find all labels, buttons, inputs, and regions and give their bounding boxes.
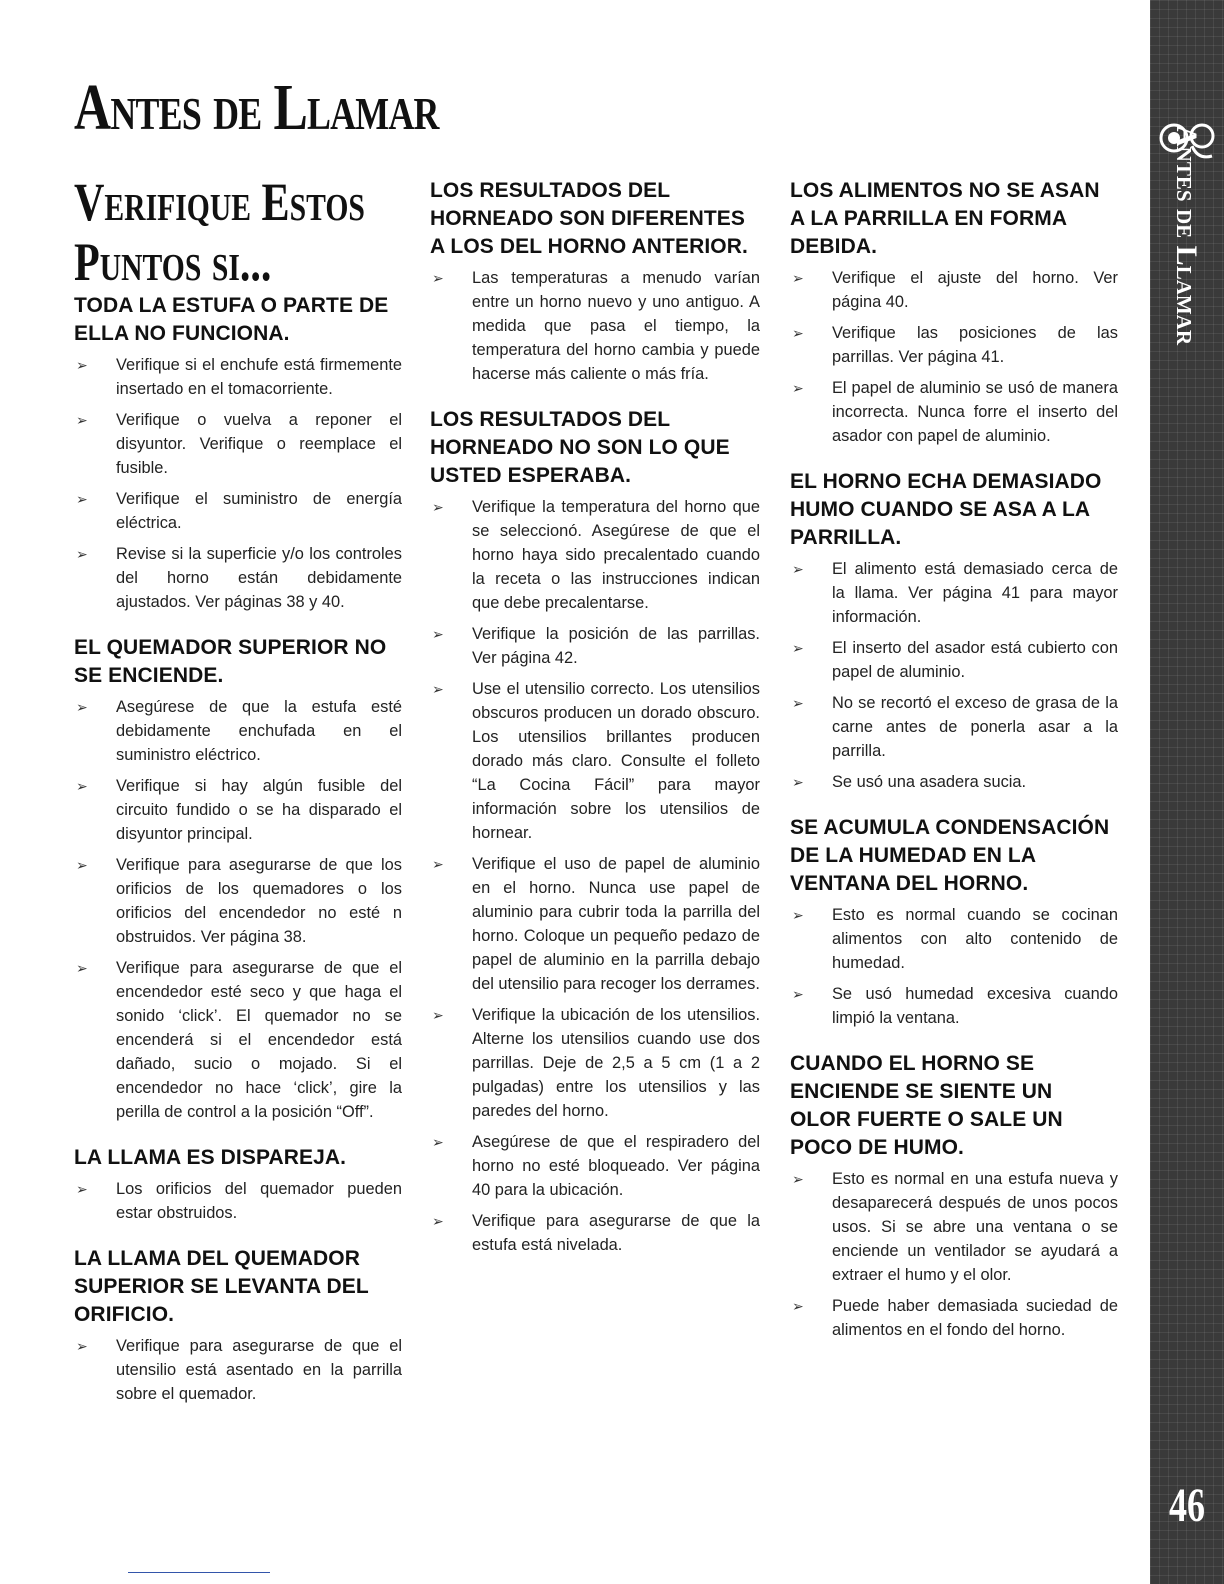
list-item-text: Las temperaturas a menudo varían entre un horno nuevo y uno antiguo. A medida que pasa el tiempo, la temperatura del horno cambia y puede hacerse más caliente o más fría. — [472, 269, 760, 383]
section-title-line: Puntos si... — [74, 232, 272, 292]
arrow-bullet-icon: ➢ — [76, 699, 88, 715]
list-item — [74, 853, 402, 949]
list-item-text: Se usó una asadera sucia. — [832, 773, 1027, 791]
list-item — [790, 266, 1118, 314]
arrow-bullet-icon: ➢ — [76, 412, 88, 428]
arrow-bullet-icon: ➢ — [432, 1134, 444, 1150]
list-item — [74, 353, 402, 401]
list-item-text: Se usó humedad excesiva cuando limpió la ventana. — [832, 985, 1118, 1027]
bullet-list — [74, 1177, 402, 1225]
arrow-bullet-icon: ➢ — [432, 626, 444, 642]
list-item-text: Revise si la superficie y/o los controles del horno están debidamente ajustados. Ver páginas 38 y 40. — [116, 545, 402, 611]
list-item-text: Verifique la ubicación de los utensilios. Alterne los utensilios cuando use dos parrillas. Deje de 2,5 a 5 cm (1 a 2 pulgadas) entre los utensilios y las paredes del horno. — [472, 1006, 760, 1120]
list-item-text: Esto es normal en una estufa nueva y desaparecerá después de unos pocos usos. Si se abre una ventana o se enciende un ventilador se ayudará a extraer el humo y el olor. — [832, 1170, 1118, 1284]
bullet-list — [790, 557, 1118, 794]
list-item — [430, 622, 760, 670]
list-item — [430, 1130, 760, 1202]
arrow-bullet-icon: ➢ — [76, 491, 88, 507]
section-heading: SE ACUMULA CONDENSACIÓN DE LA HUMEDAD EN LA VENTANA DEL HORNO. — [790, 816, 1110, 895]
section-heading: LOS ALIMENTOS NO SE ASAN A LA PARRILLA EN FORMA DEBIDA. — [790, 179, 1100, 258]
troubleshoot-section — [790, 468, 1118, 794]
side-tab-label — [1154, 124, 1218, 346]
arrow-bullet-icon: ➢ — [792, 774, 804, 790]
list-item-text: Los orificios del quemador pueden estar obstruidos. — [116, 1180, 402, 1222]
list-item-text: Verifique si el enchufe está firmemente insertado en el tomacorriente. — [116, 356, 402, 398]
list-item — [790, 636, 1118, 684]
list-item — [74, 1177, 402, 1225]
list-item-text: Verifique la posición de las parrillas. Ver página 42. — [472, 625, 760, 667]
page-number: 46 — [1169, 1479, 1205, 1532]
list-item — [430, 495, 760, 615]
troubleshoot-section — [790, 177, 1118, 448]
list-item — [74, 542, 402, 614]
arrow-bullet-icon: ➢ — [432, 270, 444, 286]
list-item — [790, 557, 1118, 629]
arrow-bullet-icon: ➢ — [792, 380, 804, 396]
bullet-list — [790, 1167, 1118, 1342]
list-item-text: No se recortó el exceso de grasa de la carne antes de ponerla asar a la parrilla. — [832, 694, 1118, 760]
troubleshoot-section — [74, 1245, 402, 1406]
side-tab-label-text: Antes de Llamar — [1170, 124, 1203, 346]
bullet-list — [790, 903, 1118, 1030]
list-item — [430, 852, 760, 996]
list-item-text: Use el utensilio correcto. Los utensilios obscuros producen un dorado obscuro. Los utensilios brillantes producen dorado más claro. Consulte el folleto “La Cocina Fácil” para mayor información sobre los utensilios de hornear. — [472, 680, 760, 842]
list-item-text: Puede haber demasiada suciedad de alimentos en el fondo del horno. — [832, 1297, 1118, 1339]
troubleshoot-section — [430, 406, 760, 1257]
list-item-text: Asegúrese de que el respiradero del horno no esté bloqueado. Ver página 40 para la ubicación. — [472, 1133, 760, 1199]
arrow-bullet-icon: ➢ — [792, 325, 804, 341]
bullet-list — [74, 1334, 402, 1406]
section-title — [74, 172, 365, 292]
troubleshoot-section — [790, 1050, 1118, 1342]
list-item-text: Verifique para asegurarse de que el encendedor esté seco y que haga el sonido ‘click’. El quemador no se encenderá si el encendedor está dañado, sucio o mojado. Si el encendedor no hace ‘click’, gire la perilla de control a la posición “Off”. — [116, 959, 402, 1121]
list-item-text: Asegúrese de que la estufa esté debidamente enchufada en el suministro eléctrico. — [116, 698, 402, 764]
bullet-list — [430, 266, 760, 386]
list-item-text: Verifique el suministro de energía eléctrica. — [116, 490, 402, 532]
list-item-text: Verifique para asegurarse de que los orificios de los quemadores o los orificios del encendedor no esté n obstruidos. Ver página 38. — [116, 856, 402, 946]
list-item-text: Verifique la temperatura del horno que se seleccionó. Asegúrese de que el horno haya sido precalentado cuando la receta o las instrucciones indican que debe precalentarse. — [472, 498, 760, 612]
arrow-bullet-icon: ➢ — [792, 561, 804, 577]
list-item — [74, 774, 402, 846]
arrow-bullet-icon: ➢ — [76, 546, 88, 562]
bullet-list — [74, 353, 402, 614]
arrow-bullet-icon: ➢ — [76, 1181, 88, 1197]
arrow-bullet-icon: ➢ — [792, 695, 804, 711]
arrow-bullet-icon: ➢ — [432, 1007, 444, 1023]
arrow-bullet-icon: ➢ — [432, 499, 444, 515]
troubleshoot-section — [790, 814, 1118, 1030]
list-item — [74, 956, 402, 1124]
list-item — [790, 691, 1118, 763]
troubleshoot-section — [74, 1144, 402, 1225]
arrow-bullet-icon: ➢ — [76, 1338, 88, 1354]
bullet-list — [790, 266, 1118, 448]
list-item-text: Verifique para asegurarse de que el utensilio está asentado en la parrilla sobre el quemador. — [116, 1337, 402, 1403]
bullet-list — [430, 495, 760, 1257]
arrow-bullet-icon: ➢ — [792, 907, 804, 923]
section-heading: TODA LA ESTUFA O PARTE DE ELLA NO FUNCIONA. — [74, 294, 389, 345]
list-item — [790, 1167, 1118, 1287]
list-item — [430, 677, 760, 845]
arrow-bullet-icon: ➢ — [76, 778, 88, 794]
list-item — [790, 982, 1118, 1030]
arrow-bullet-icon: ➢ — [792, 640, 804, 656]
column-1 — [74, 292, 402, 1426]
list-item-text: Verifique para asegurarse de que la estufa está nivelada. — [472, 1212, 760, 1254]
list-item-text: El papel de aluminio se usó de manera incorrecta. Nunca forre el inserto del asador con papel de aluminio. — [832, 379, 1118, 445]
list-item — [74, 487, 402, 535]
arrow-bullet-icon: ➢ — [792, 270, 804, 286]
section-heading: LA LLAMA ES DISPAREJA. — [74, 1146, 347, 1169]
troubleshoot-section — [74, 292, 402, 614]
list-item-text: Verifique el uso de papel de aluminio en el horno. Nunca use papel de aluminio para cubrir toda la parrilla del horno. Coloque un pequeño pedazo de papel de aluminio en la parrilla debajo del utensilio para recoger los derrames. — [472, 855, 760, 993]
section-heading: LOS RESULTADOS DEL HORNEADO SON DIFERENTES A LOS DEL HORNO ANTERIOR. — [430, 179, 748, 258]
list-item-text: Verifique las posiciones de las parrillas. Ver página 41. — [832, 324, 1118, 366]
list-item-text: Verifique o vuelva a reponer el disyuntor. Verifique o reemplace el fusible. — [116, 411, 402, 477]
list-item — [430, 1209, 760, 1257]
list-item — [74, 408, 402, 480]
troubleshoot-section — [430, 177, 760, 386]
arrow-bullet-icon: ➢ — [76, 357, 88, 373]
column-3 — [790, 177, 1118, 1362]
arrow-bullet-icon: ➢ — [432, 1213, 444, 1229]
list-item-text: Verifique el ajuste del horno. Ver página 40. — [832, 269, 1118, 311]
page-title: Antes de Llamar — [74, 71, 439, 144]
list-item — [790, 770, 1118, 794]
arrow-bullet-icon: ➢ — [792, 1298, 804, 1314]
list-item-text: El alimento está demasiado cerca de la llama. Ver página 41 para mayor información. — [832, 560, 1118, 626]
arrow-bullet-icon: ➢ — [432, 856, 444, 872]
footer-rule — [128, 1572, 270, 1573]
section-heading: EL QUEMADOR SUPERIOR NO SE ENCIENDE. — [74, 636, 387, 687]
list-item — [74, 1334, 402, 1406]
list-item-text: El inserto del asador está cubierto con papel de aluminio. — [832, 639, 1118, 681]
list-item-text: Verifique si hay algún fusible del circuito fundido o se ha disparado el disyuntor principal. — [116, 777, 402, 843]
troubleshoot-section — [74, 634, 402, 1124]
section-heading: EL HORNO ECHA DEMASIADO HUMO CUANDO SE ASA A LA PARRILLA. — [790, 470, 1102, 549]
section-heading: CUANDO EL HORNO SE ENCIENDE SE SIENTE UN OLOR FUERTE O SALE UN POCO DE HUMO. — [790, 1052, 1063, 1159]
list-item — [790, 376, 1118, 448]
section-heading: LOS RESULTADOS DEL HORNEADO NO SON LO QUE USTED ESPERABA. — [430, 408, 730, 487]
section-heading: LA LLAMA DEL QUEMADOR SUPERIOR SE LEVANTA DEL ORIFICIO. — [74, 1247, 369, 1326]
list-item — [430, 266, 760, 386]
arrow-bullet-icon: ➢ — [792, 1171, 804, 1187]
arrow-bullet-icon: ➢ — [76, 857, 88, 873]
list-item — [790, 903, 1118, 975]
arrow-bullet-icon: ➢ — [792, 986, 804, 1002]
bullet-list — [74, 695, 402, 1124]
list-item — [790, 321, 1118, 369]
list-item — [430, 1003, 760, 1123]
arrow-bullet-icon: ➢ — [432, 681, 444, 697]
column-2 — [430, 177, 760, 1277]
list-item — [74, 695, 402, 767]
arrow-bullet-icon: ➢ — [76, 960, 88, 976]
list-item — [790, 1294, 1118, 1342]
list-item-text: Esto es normal cuando se cocinan alimentos con alto contenido de humedad. — [832, 906, 1118, 972]
section-title-line: Verifique Estos — [74, 172, 365, 232]
